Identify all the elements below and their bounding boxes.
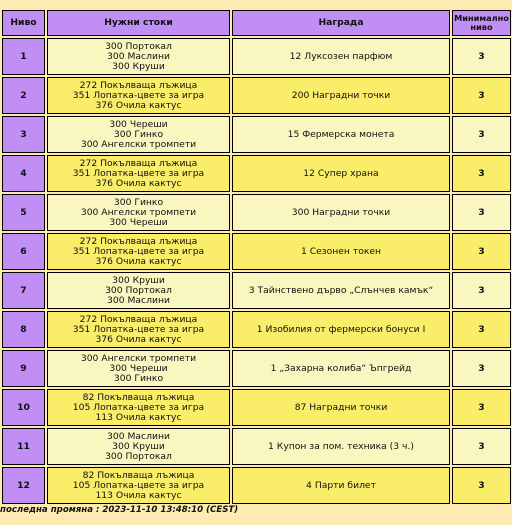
table-row xyxy=(2,428,511,465)
goods-item: 300 Гинко xyxy=(113,372,164,384)
goods-cell xyxy=(47,233,230,270)
goods-item: 300 Череши xyxy=(109,362,168,374)
goods-item: 272 Покълваща лъжица xyxy=(79,235,198,247)
goods-item: 300 Ангелски тромпети xyxy=(80,138,197,150)
table-row xyxy=(2,116,511,153)
goods-item: 272 Покълваща лъжица xyxy=(79,313,198,325)
reward-cell: 1 Купон за пом. техника (3 ч.) xyxy=(232,428,450,465)
min-level-cell: 3 xyxy=(452,350,511,387)
goods-item: 300 Череши xyxy=(109,216,168,228)
goods-cell xyxy=(47,350,230,387)
goods-item: 300 Портокал xyxy=(105,450,172,462)
table-row xyxy=(2,233,511,270)
goods-item: 105 Лопатка-цвете за игра xyxy=(72,401,205,413)
goods-item: 351 Лопатка-цвете за игра xyxy=(72,89,205,101)
column-header-min-level xyxy=(452,10,511,36)
goods-cell xyxy=(47,38,230,75)
min-level-cell: 3 xyxy=(452,194,511,231)
table-row xyxy=(2,272,511,309)
goods-item: 300 Маслини xyxy=(107,294,170,306)
goods-cell xyxy=(47,428,230,465)
goods-item: 272 Покълваща лъжица xyxy=(79,157,198,169)
goods-item: 376 Очила кактус xyxy=(95,255,182,267)
goods-item: 300 Круши xyxy=(112,274,165,286)
goods-item: 351 Лопатка-цвете за игра xyxy=(72,245,205,257)
goods-item: 300 Ангелски тромпети xyxy=(80,206,197,218)
level-cell: 1 xyxy=(2,38,45,75)
goods-item: 300 Круши xyxy=(112,440,165,452)
table-body xyxy=(2,38,511,504)
goods-item: 105 Лопатка-цвете за игра xyxy=(72,479,205,491)
goods-item: 300 Маслини xyxy=(107,430,170,442)
reward-cell: 4 Парти билет xyxy=(232,467,450,504)
level-cell: 4 xyxy=(2,155,45,192)
rewards-table xyxy=(0,8,512,506)
min-level-cell: 3 xyxy=(452,467,511,504)
goods-cell xyxy=(47,311,230,348)
table-row xyxy=(2,194,511,231)
min-level-cell: 3 xyxy=(452,311,511,348)
level-cell: 2 xyxy=(2,77,45,114)
goods-item: 300 Череши xyxy=(109,118,168,130)
level-cell: 9 xyxy=(2,350,45,387)
reward-cell: 3 Тайнствено дърво „Слънчев камък“ xyxy=(232,272,450,309)
min-level-label-line1: Минимално xyxy=(454,13,509,23)
level-cell: 11 xyxy=(2,428,45,465)
level-cell: 6 xyxy=(2,233,45,270)
table-row xyxy=(2,350,511,387)
min-level-label-line2: ниво xyxy=(470,22,493,32)
level-cell: 3 xyxy=(2,116,45,153)
goods-item: 82 Покълваща лъжица xyxy=(82,391,195,403)
table-row xyxy=(2,155,511,192)
table-row xyxy=(2,38,511,75)
min-level-cell: 3 xyxy=(452,272,511,309)
goods-cell xyxy=(47,389,230,426)
table-header-row xyxy=(2,10,511,36)
level-cell: 8 xyxy=(2,311,45,348)
goods-item: 272 Покълваща лъжица xyxy=(79,79,198,91)
goods-item: 300 Гинко xyxy=(113,196,164,208)
goods-cell xyxy=(47,116,230,153)
column-header-level: Ниво xyxy=(2,10,45,36)
goods-item: 351 Лопатка-цвете за игра xyxy=(72,323,205,335)
min-level-cell: 3 xyxy=(452,155,511,192)
goods-item: 300 Ангелски тромпети xyxy=(80,352,197,364)
last-change-footer: последна промяна : 2023-11-10 13:48:10 (CEST) xyxy=(0,505,239,515)
min-level-cell: 3 xyxy=(452,116,511,153)
reward-cell: 1 Изобилия от фермерски бонуси I xyxy=(232,311,450,348)
reward-cell: 15 Фермерска монета xyxy=(232,116,450,153)
reward-cell: 12 Супер храна xyxy=(232,155,450,192)
reward-cell: 200 Наградни точки xyxy=(232,77,450,114)
column-header-reward: Награда xyxy=(232,10,450,36)
goods-cell xyxy=(47,194,230,231)
goods-item: 376 Очила кактус xyxy=(95,177,182,189)
table-row xyxy=(2,311,511,348)
goods-item: 351 Лопатка-цвете за игра xyxy=(72,167,205,179)
goods-item: 376 Очила кактус xyxy=(95,333,182,345)
goods-item: 113 Очила кактус xyxy=(95,411,182,423)
goods-cell xyxy=(47,77,230,114)
reward-cell: 87 Наградни точки xyxy=(232,389,450,426)
table-row xyxy=(2,77,511,114)
min-level-cell: 3 xyxy=(452,389,511,426)
reward-cell: 12 Луксозен парфюм xyxy=(232,38,450,75)
goods-item: 300 Круши xyxy=(112,60,165,72)
min-level-cell: 3 xyxy=(452,233,511,270)
reward-cell: 1 Сезонен токен xyxy=(232,233,450,270)
goods-cell xyxy=(47,155,230,192)
goods-cell xyxy=(47,467,230,504)
min-level-cell: 3 xyxy=(452,77,511,114)
reward-cell: 1 „Захарна колиба“ Ъпгрейд xyxy=(232,350,450,387)
min-level-cell: 3 xyxy=(452,38,511,75)
column-header-goods: Нужни стоки xyxy=(47,10,230,36)
goods-item: 300 Портокал xyxy=(105,40,172,52)
level-cell: 12 xyxy=(2,467,45,504)
level-cell: 10 xyxy=(2,389,45,426)
goods-item: 82 Покълваща лъжица xyxy=(82,469,195,481)
table-row xyxy=(2,467,511,504)
goods-cell xyxy=(47,272,230,309)
reward-cell: 300 Наградни точки xyxy=(232,194,450,231)
goods-item: 300 Гинко xyxy=(113,128,164,140)
level-cell: 7 xyxy=(2,272,45,309)
level-cell: 5 xyxy=(2,194,45,231)
goods-item: 376 Очила кактус xyxy=(95,99,182,111)
min-level-cell: 3 xyxy=(452,428,511,465)
table-row xyxy=(2,389,511,426)
goods-item: 300 Маслини xyxy=(107,50,170,62)
goods-item: 113 Очила кактус xyxy=(95,489,182,501)
goods-item: 300 Портокал xyxy=(105,284,172,296)
